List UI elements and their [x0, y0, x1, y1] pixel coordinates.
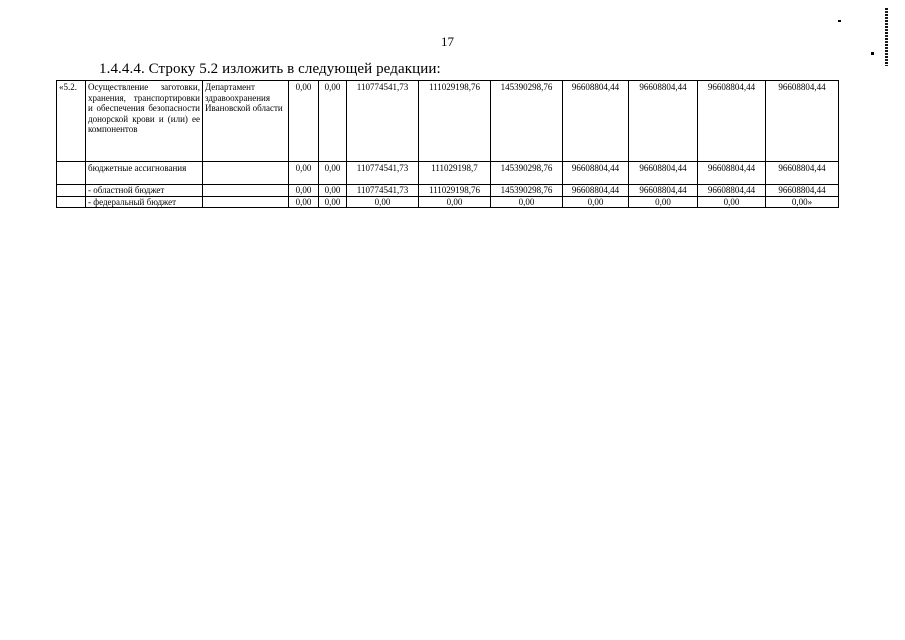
value-cell: 0,00 [319, 81, 347, 162]
table-row [57, 81, 839, 162]
value-cell: 96608804,44 [766, 81, 839, 162]
budget-table [56, 80, 839, 208]
row-executor [203, 196, 289, 208]
value-cell: 0,00 [563, 196, 629, 208]
row-number [57, 185, 86, 197]
row-number [57, 196, 86, 208]
value-cell: 0,00» [766, 196, 839, 208]
value-cell: 96608804,44 [698, 162, 766, 185]
value-cell: 0,00 [289, 162, 319, 185]
scan-speck [838, 20, 841, 22]
row-name: Осуществление заготовки, хранения, транспортировки и обеспечения безопасности донорской крови и (или) ее компонентов [86, 81, 203, 162]
value-cell: 111029198,7 [419, 162, 491, 185]
table-row [57, 162, 839, 185]
value-cell: 0,00 [289, 196, 319, 208]
row-executor: Департамент здравоохранения Ивановской области [203, 81, 289, 162]
row-executor [203, 162, 289, 185]
value-cell: 96608804,44 [629, 162, 698, 185]
value-cell: 111029198,76 [419, 185, 491, 197]
row-name: - федеральный бюджет [86, 196, 203, 208]
section-heading: 1.4.4.4. Строку 5.2 изложить в следующей редакции: [99, 61, 441, 77]
value-cell: 0,00 [419, 196, 491, 208]
value-cell: 0,00 [491, 196, 563, 208]
value-cell: 0,00 [289, 81, 319, 162]
binding-mark [885, 8, 888, 66]
value-cell: 0,00 [289, 185, 319, 197]
value-cell: 145390298,76 [491, 81, 563, 162]
value-cell: 110774541,73 [347, 81, 419, 162]
value-cell: 145390298,76 [491, 162, 563, 185]
value-cell: 110774541,73 [347, 185, 419, 197]
value-cell: 0,00 [698, 196, 766, 208]
value-cell: 0,00 [319, 162, 347, 185]
value-cell: 0,00 [319, 185, 347, 197]
scan-speck [871, 52, 874, 55]
value-cell: 96608804,44 [766, 185, 839, 197]
value-cell: 0,00 [319, 196, 347, 208]
row-name: бюджетные ассигнования [86, 162, 203, 185]
value-cell: 96608804,44 [563, 185, 629, 197]
value-cell: 96608804,44 [698, 81, 766, 162]
value-cell: 0,00 [347, 196, 419, 208]
value-cell: 96608804,44 [563, 162, 629, 185]
row-name: - областной бюджет [86, 185, 203, 197]
row-number [57, 162, 86, 185]
value-cell: 0,00 [629, 196, 698, 208]
row-executor [203, 185, 289, 197]
value-cell: 96608804,44 [563, 81, 629, 162]
value-cell: 110774541,73 [347, 162, 419, 185]
value-cell: 96608804,44 [629, 185, 698, 197]
page-number: 17 [441, 34, 454, 49]
value-cell: 145390298,76 [491, 185, 563, 197]
row-number: «5.2. [57, 81, 86, 162]
value-cell: 96608804,44 [629, 81, 698, 162]
value-cell: 96608804,44 [698, 185, 766, 197]
value-cell: 111029198,76 [419, 81, 491, 162]
table-row [57, 196, 839, 208]
value-cell: 96608804,44 [766, 162, 839, 185]
table-row [57, 185, 839, 197]
